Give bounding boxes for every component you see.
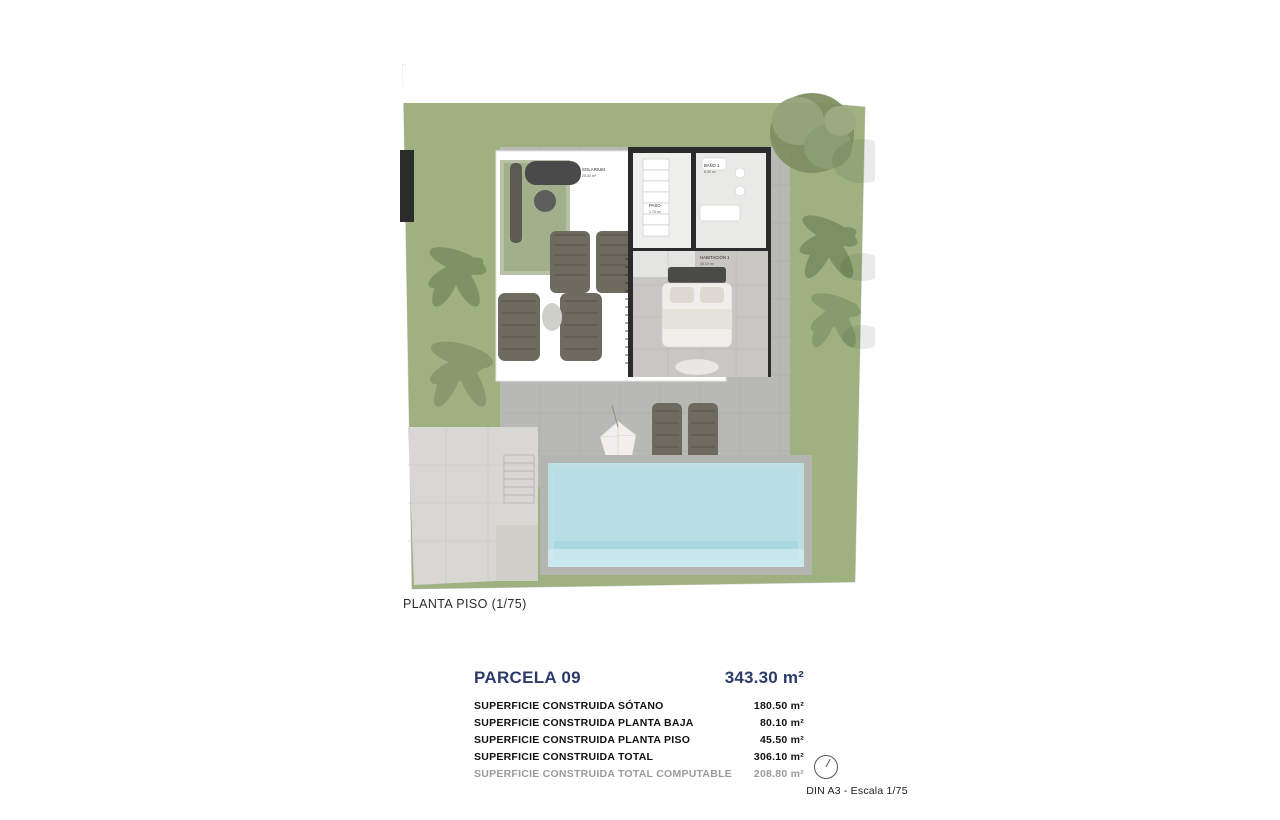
surface-value: 306.10 m² [753,750,804,763]
room-label-bano1: BAÑO 1 [704,163,720,168]
compass-icon [814,755,838,779]
paved-area [408,427,538,585]
scale-note: DIN A3 - Escala 1/75 [806,785,908,797]
parcel-header [474,668,804,688]
surface-value: 180.50 m² [753,699,804,712]
compass-needle [826,759,831,767]
room-area-solarium: 25.30 m² [582,174,597,178]
room-label-solarium: SOLARIUM [582,167,605,172]
parcel-total-area: 343.30 m² [724,668,804,687]
parcel-info-block [474,668,804,782]
swimming-pool [540,455,812,575]
surface-label: SUPERFICIE CONSTRUIDA TOTAL COMPUTABLE [474,767,733,780]
surface-label: SUPERFICIE CONSTRUIDA TOTAL [474,750,654,763]
wall-segment [400,150,414,222]
floor-plan-drawing [400,55,875,590]
plan-caption: PLANTA PISO (1/75) [403,597,527,611]
room-area-habitacion1: 16.10 m² [700,262,714,266]
surface-label: SUPERFICIE CONSTRUIDA PLANTA BAJA [474,716,694,729]
surface-label: SUPERFICIE CONSTRUIDA PLANTA PISO [474,733,691,746]
surface-label: SUPERFICIE CONSTRUIDA SÓTANO [474,699,664,712]
interior-block [625,147,771,377]
page-margin-left [0,0,345,820]
surface-row [474,748,804,765]
surface-value: 208.80 m² [753,767,804,780]
room-label-habitacion1: HABITACIÓN 1 [700,255,730,260]
svg-text:1.70 m²: 1.70 m² [649,210,661,214]
surface-value: 80.10 m² [759,716,804,729]
surface-row [474,731,804,748]
room-area-bano1: 6.40 m² [704,170,716,174]
surface-value: 45.50 m² [759,733,804,746]
surface-row [474,697,804,714]
surface-row-computable [474,765,804,782]
svg-text:PASO: PASO [649,203,661,208]
scale-block [792,755,922,797]
parcel-name: PARCELA 09 [474,668,581,687]
page-margin-right [935,0,1280,820]
surface-row [474,714,804,731]
